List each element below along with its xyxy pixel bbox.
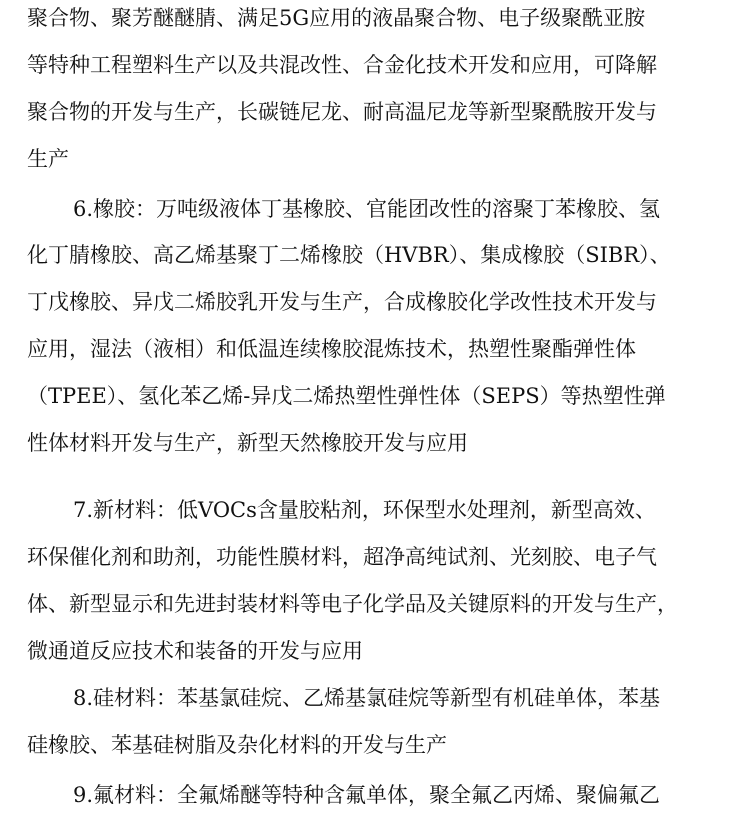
text-line: 聚合物的开发与生产，长碳链尼龙、耐高温尼龙等新型聚酰胺开发与: [27, 100, 657, 124]
text-line: 6.橡胶：万吨级液体丁基橡胶、官能团改性的溶聚丁苯橡胶、氢: [73, 197, 661, 221]
text-line: 等特种工程塑料生产以及共混改性、合金化技术开发和应用，可降解: [27, 53, 657, 77]
text-line: 硅橡胶、苯基硅树脂及杂化材料的开发与生产: [27, 733, 447, 757]
text-line: 体、新型显示和先进封装材料等电子化学品及关键原料的开发与生产，: [27, 592, 678, 616]
text-line: 7.新材料：低VOCs含量胶粘剂，环保型水处理剂，新型高效、: [73, 498, 656, 522]
text-line: 聚合物、聚芳醚醚腈、满足5G应用的液晶聚合物、电子级聚酰亚胺: [27, 6, 646, 30]
text-line: 生产: [27, 147, 69, 171]
text-line: 化丁腈橡胶、高乙烯基聚丁二烯橡胶（HVBR）、集成橡胶（SIBR）、: [27, 243, 671, 267]
text-line: 应用，湿法（液相）和低温连续橡胶混炼技术，热塑性聚酯弹性体: [27, 337, 636, 361]
text-line: （TPEE）、氢化苯乙烯-异戊二烯热塑性弹性体（SEPS）等热塑性弹: [27, 384, 666, 408]
text-line: 性体材料开发与生产，新型天然橡胶开发与应用: [27, 431, 468, 455]
text-line: 微通道反应技术和装备的开发与应用: [27, 639, 363, 663]
text-line: 9.氟材料：全氟烯醚等特种含氟单体，聚全氟乙丙烯、聚偏氟乙: [73, 783, 661, 807]
text-line: 丁戊橡胶、异戊二烯胶乳开发与生产，合成橡胶化学改性技术开发与: [27, 290, 657, 314]
text-line: 8.硅材料：苯基氯硅烷、乙烯基氯硅烷等新型有机硅单体，苯基: [73, 686, 661, 710]
text-line: 环保催化剂和助剂，功能性膜材料，超净高纯试剂、光刻胶、电子气: [27, 545, 657, 569]
